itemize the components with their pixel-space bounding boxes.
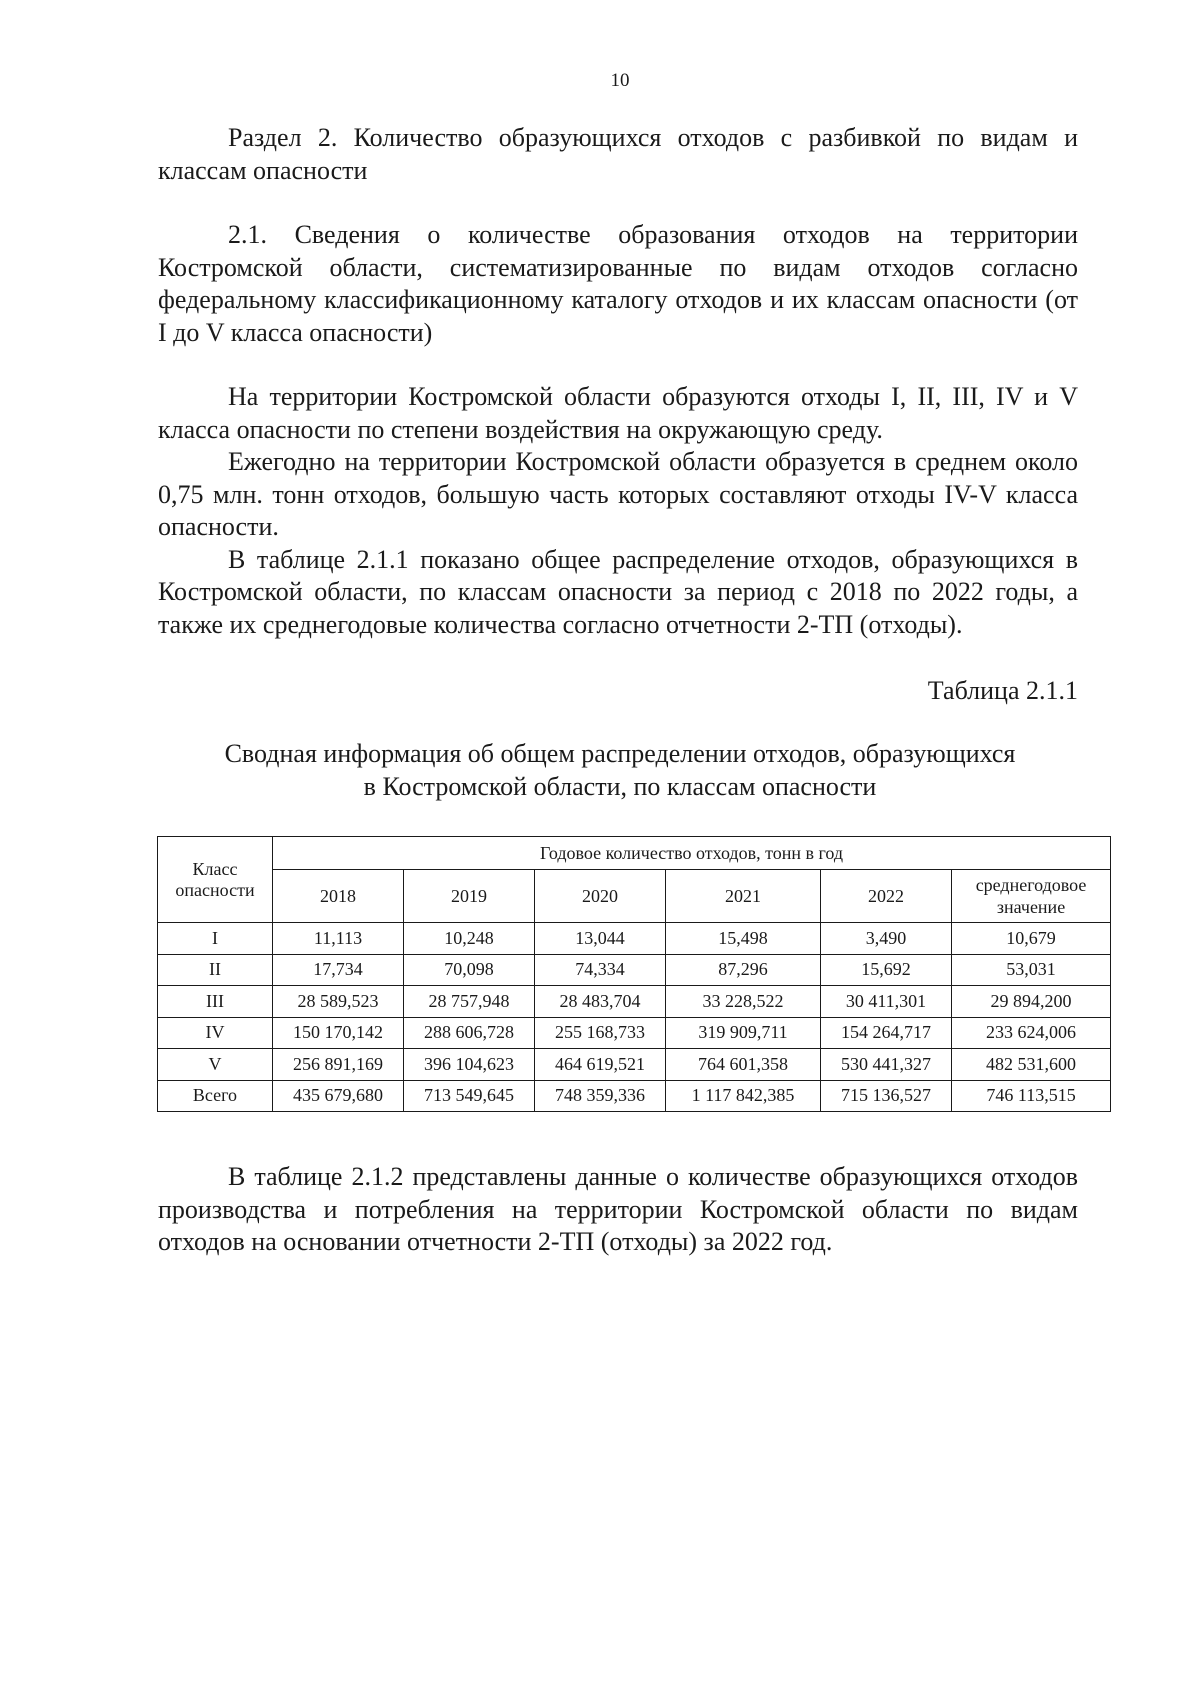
table-cell: 319 909,711 [666, 1017, 821, 1049]
column-header: среднегодовое значение [952, 870, 1111, 923]
table-cell: 33 228,522 [666, 986, 821, 1018]
table-caption-line-1: Сводная информация об общем распределении отходов, образующихся [224, 739, 1016, 768]
table-cell: 15,692 [821, 954, 952, 986]
table-cell: 28 483,704 [535, 986, 666, 1018]
table-cell: 70,098 [404, 954, 535, 986]
table-row [158, 986, 1111, 1018]
row-label: Всего [158, 1080, 273, 1112]
table-cell: 255 168,733 [535, 1017, 666, 1049]
row-label: II [158, 954, 273, 986]
table-cell: 10,679 [952, 923, 1111, 955]
paragraph: Ежегодно на территории Костромской области образуется в среднем около 0,75 млн. тонн отходов, большую часть которых составляют отходы IV-V класса опасности. [158, 447, 1078, 541]
row-label: III [158, 986, 273, 1018]
table-row [158, 1017, 1111, 1049]
table-cell: 3,490 [821, 923, 952, 955]
table-cell: 13,044 [535, 923, 666, 955]
table-cell: 748 359,336 [535, 1080, 666, 1112]
table-cell: 74,334 [535, 954, 666, 986]
table-cell: 233 624,006 [952, 1017, 1111, 1049]
table-cell: 396 104,623 [404, 1049, 535, 1081]
table-cell: 28 757,948 [404, 986, 535, 1018]
table-cell: 11,113 [273, 923, 404, 955]
body-text [158, 381, 1078, 641]
table-cell: 15,498 [666, 923, 821, 955]
paragraph: На территории Костромской области образуются отходы I, II, III, IV и V класса опасности по степени воздействия на окружающую среду. [158, 382, 1078, 444]
table-cell: 713 549,645 [404, 1080, 535, 1112]
table-cell: 764 601,358 [666, 1049, 821, 1081]
table-caption-line-2: в Костромской области, по классам опасности [363, 772, 877, 801]
table-cell: 53,031 [952, 954, 1111, 986]
group-header: Годовое количество отходов, тонн в год [273, 837, 1111, 870]
column-header: 2021 [666, 870, 821, 923]
table-cell: 746 113,515 [952, 1080, 1111, 1112]
table-cell: 87,296 [666, 954, 821, 986]
column-header: 2018 [273, 870, 404, 923]
page-number: 10 [610, 70, 630, 91]
table-row [158, 954, 1111, 986]
column-header: 2022 [821, 870, 952, 923]
row-label: I [158, 923, 273, 955]
table-cell: 464 619,521 [535, 1049, 666, 1081]
column-header: 2019 [404, 870, 535, 923]
table-cell: 1 117 842,385 [666, 1080, 821, 1112]
corner-header: Класс опасности [158, 837, 273, 923]
table-cell: 256 891,169 [273, 1049, 404, 1081]
waste-by-class-table [157, 836, 1111, 1112]
table-row-total [158, 1080, 1111, 1112]
table-cell: 530 441,327 [821, 1049, 952, 1081]
table-cell: 288 606,728 [404, 1017, 535, 1049]
table-label: Таблица 2.1.1 [927, 676, 1078, 705]
table-row [158, 1049, 1111, 1081]
row-label: V [158, 1049, 273, 1081]
table-cell: 30 411,301 [821, 986, 952, 1018]
table-cell: 715 136,527 [821, 1080, 952, 1112]
section-heading: Раздел 2. Количество образующихся отходов с разбивкой по видам и классам опасности [158, 123, 1078, 185]
row-label: IV [158, 1017, 273, 1049]
paragraph: В таблице 2.1.1 показано общее распределение отходов, образующихся в Костромской области, по классам опасности за период с 2018 по 2022 годы, а также их среднегодовые количества согласно отчетности 2-ТП (отходы). [158, 544, 1078, 639]
closing-paragraph: В таблице 2.1.2 представлены данные о количестве образующихся отходов производства и потребления на территории Костромской области по видам отходов на основании отчетности 2-ТП (отходы) за 2022 год. [158, 1162, 1078, 1256]
table-cell: 482 531,600 [952, 1049, 1111, 1081]
table-cell: 17,734 [273, 954, 404, 986]
table-cell: 28 589,523 [273, 986, 404, 1018]
table-cell: 29 894,200 [952, 986, 1111, 1018]
subsection-heading: 2.1. Сведения о количестве образования отходов на территории Костромской области, систематизированные по видам отходов согласно федеральному классификационному каталогу отходов и их классам опасности (от I до V класса опасности) [158, 220, 1078, 347]
table-cell: 10,248 [404, 923, 535, 955]
column-header: 2020 [535, 870, 666, 923]
table-row [158, 923, 1111, 955]
table-cell: 150 170,142 [273, 1017, 404, 1049]
table-cell: 435 679,680 [273, 1080, 404, 1112]
table-cell: 154 264,717 [821, 1017, 952, 1049]
